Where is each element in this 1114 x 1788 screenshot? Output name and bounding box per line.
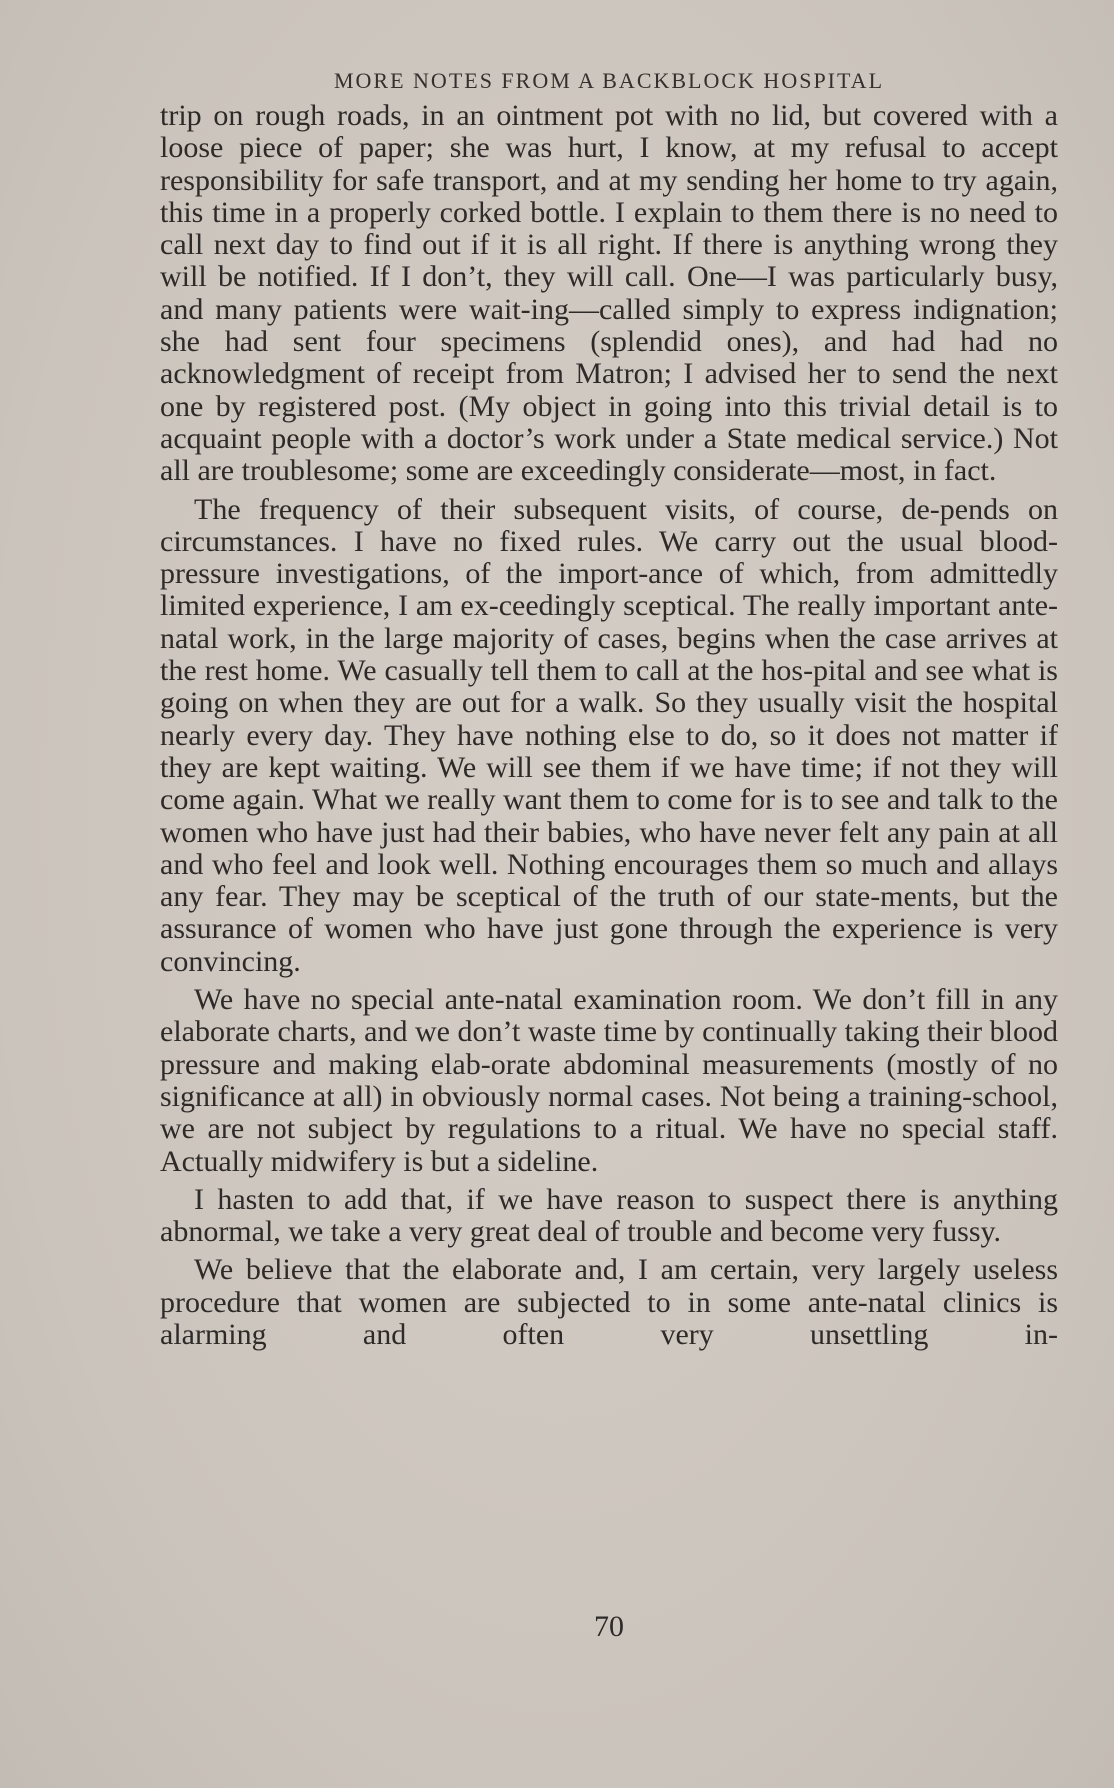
paragraph-2: The frequency of their subsequent visits, of course, de-pends on circumstances. I have no fixed rules. We carry out the usual blood-pressure investigations, of the import-ance of which, from admittedly limited experience, I am ex-ceedingly sceptical. The really important ante-natal work, in the large majority of cases, begins when the case arrives at the rest home. We casually tell them to call at the hos-pital and see what is going on when they are out for a walk. So they usually visit the hospital nearly every day. They have nothing else to do, so it does not matter if they are kept waiting. We will see them if we have time; if not they will come again. What we really want them to come for is to see and talk to the women who have just had their babies, who have never felt any pain at all and who feel and look well. Nothing encourages them so much and allays any fear. They may be sceptical of the truth of our state-ments, but the assurance of women who have just gone through the experience is very convincing.: [160, 492, 1058, 978]
paragraph-1: trip on rough roads, in an ointment pot with no lid, but covered with a loose piece of paper; she was hurt, I know, at my refusal to accept responsibility for safe transport, and at my sending her home to try again, this time in a properly corked bottle. I explain to them there is no need to call next day to find out if it is all right. If there is anything wrong they will be notified. If I don’t, they will call. One—I was particularly busy, and many patients were wait-ing—called simply to express indignation; she had sent four specimens (splendid ones), and had had no acknowledgment of receipt from Matron; I advised her to send the next one by registered post. (My object in going into this trivial detail is to acquaint people with a doctor’s work under a State medical service.) Not all are troublesome; some are exceedingly considerate—most, in fact.: [160, 99, 1058, 488]
running-head: MORE NOTES FROM A BACKBLOCK HOSPITAL: [333, 68, 885, 93]
paragraph-3: We have no special ante-natal examination room. We don’t fill in any elaborate charts, and we don’t waste time by continually taking their blood pressure and making elab-orate abdominal measurements (mostly of no significance at all) in obviously normal cases. Not being a training-school, we are not subject by regulations to a ritual. We have no special staff. Actually midwifery is but a sideline.: [160, 983, 1058, 1178]
paragraph-4: I hasten to add that, if we have reason to suspect there is anything abnormal, we take a very great deal of trouble and become very fussy.: [160, 1182, 1058, 1249]
body-text: [160, 100, 1058, 1351]
paragraph-5: We believe that the elaborate and, I am certain, very largely useless procedure that women are subjected to in some ante-natal clinics is alarming and often very unsettling in-: [160, 1253, 1058, 1351]
page-number: 70: [594, 1610, 624, 1643]
